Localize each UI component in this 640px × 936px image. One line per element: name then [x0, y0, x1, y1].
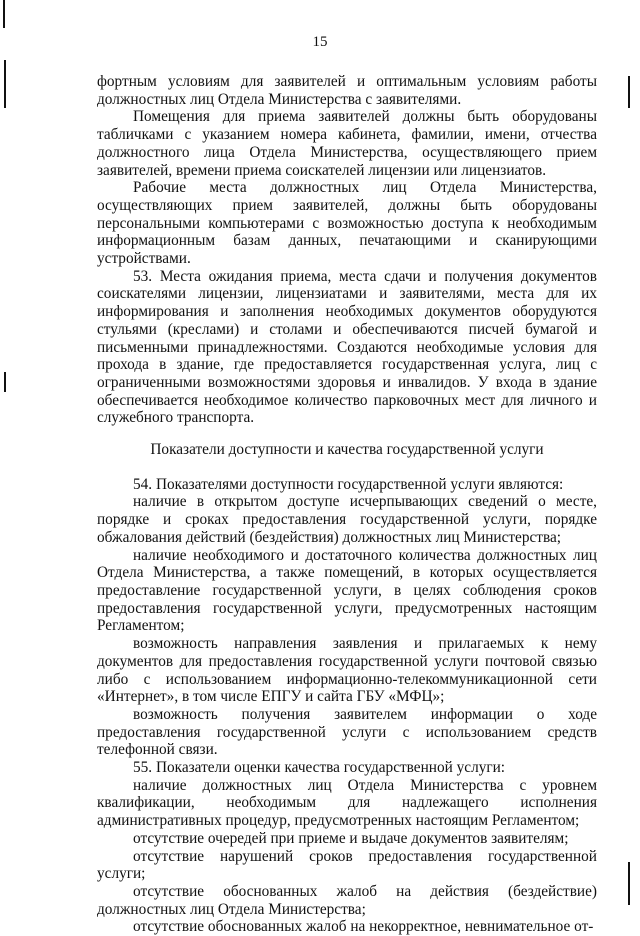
paragraph: Помещения для приема заявителей должны быть оборудованы табличками с указанием номера кабинета, фамилии, имени, отчества должностного лица Отдела Министерства, осуществляющего прием заявителей, времени приема соискателей лицензии или лицензиатов. [97, 108, 597, 179]
paragraph: наличие в открытом доступе исчерпывающих сведений о месте, порядке и сроках предоставления государственной услуги, порядке обжалования действий (бездействия) должностных лиц Министерства; [97, 493, 597, 546]
paragraph: 53. Места ожидания приема, места сдачи и получения документов соискателями лицензии, лицензиатами и заявителями, места для их информирования и заполнения необходимых документов оборудуются стульями (креслами) и столами и обеспечиваются писчей бумагой и письменными принадлежностями. Создаются необходимые условия для прохода в здание, где предоставляется государственная услуга, лиц с ограниченными возможностями здоровья и инвалидов. У входа в здание обеспечивается необходимое количество парковочных мест для личного и служебного транспорта. [97, 267, 597, 427]
paragraph: отсутствие очередей при приеме и выдаче документов заявителям; [133, 829, 569, 847]
scan-artifact-mark [4, 372, 6, 392]
section-heading: Показатели доступности и качества государственной услуги [150, 441, 544, 459]
scan-artifact-mark [628, 862, 630, 905]
paragraph: возможность направления заявления и прилагаемых к нему документов для предоставления государственной услуги почтовой связью либо с использованием информационно-телекоммуникационной сети «Интернет», в том числе ЕПГУ и сайта ГБУ «МФЦ»; [97, 635, 597, 706]
paragraph: отсутствие нарушений сроков предоставления государственной услуги; [97, 847, 597, 883]
scan-artifact-mark [628, 76, 630, 108]
scan-artifact-mark [4, 60, 6, 108]
paragraph: возможность получения заявителем информации о ходе предоставления государственной услуги с использованием средств телефонной связи. [97, 705, 597, 759]
paragraph: Рабочие места должностных лиц Отдела Министерства, осуществляющих прием заявителей, должны быть оборудованы персональными компьютерами с возможностью доступа к необходимым информационным базам данных, печатающими и сканирующими устройствами. [97, 179, 597, 268]
paragraph: фортным условиям для заявителей и оптимальным условиям работы должностных лиц Отдела Министерства с заявителями. [97, 73, 597, 108]
scan-artifact-mark [3, 0, 5, 28]
paragraph: 54. Показателями доступности государственной услуги являются: [133, 475, 564, 493]
paragraph: наличие необходимого и достаточного количества должностных лиц Отдела Министерства, а также помещений, в которых осуществляется предоставление государственной услуги, в целях соблюдения сроков предоставления государственной услуги, предусмотренных настоящим Регламентом; [97, 546, 597, 635]
document-body [97, 73, 597, 936]
paragraph: наличие должностных лиц Отдела Министерства с уровнем квалификации, необходимым для надлежащего исполнения административных процедур, предусмотренных настоящим Регламентом; [97, 776, 597, 830]
paragraph: отсутствие обоснованных жалоб на некорректное, невнимательное от- [133, 918, 594, 936]
page-number: 15 [312, 34, 328, 50]
paragraph: 55. Показатели оценки качества государственной услуги: [133, 759, 506, 777]
paragraph: отсутствие обоснованных жалоб на действия (бездействие) должностных лиц Отдела Министерства; [97, 882, 597, 918]
